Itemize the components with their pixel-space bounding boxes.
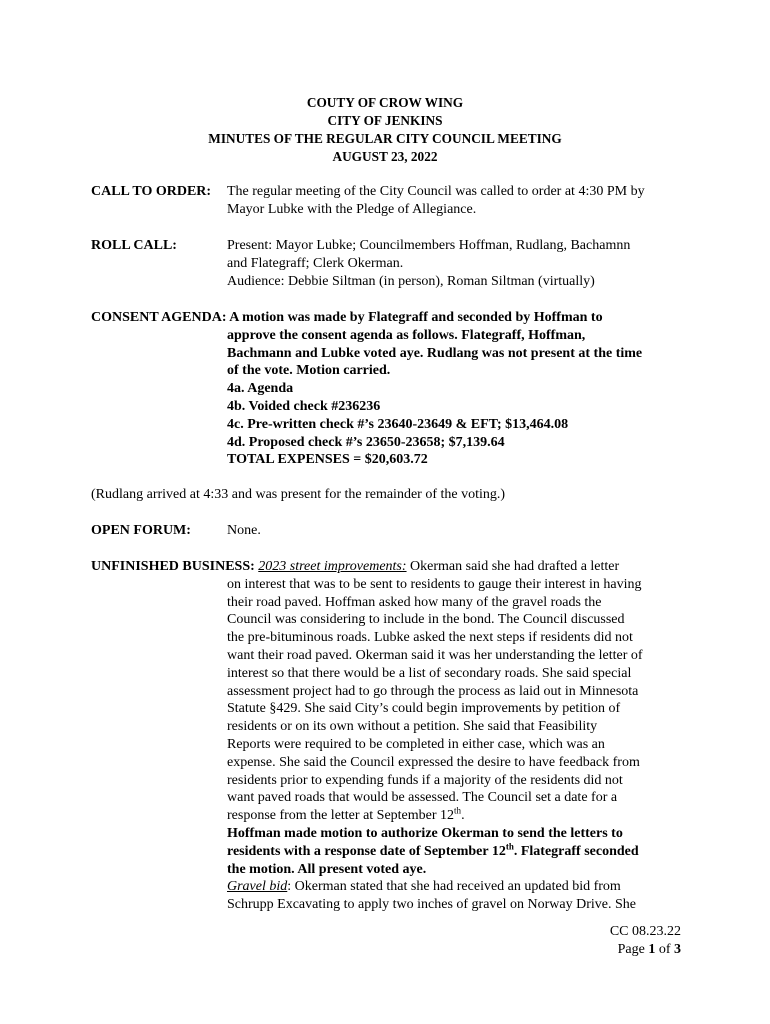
response-date-text: response from the letter at September 12	[227, 808, 455, 824]
of-word: of	[655, 942, 674, 957]
unfinished-business-line: Reports were required to be completed in either case, which was an	[227, 736, 605, 752]
unfinished-business-label: UNFINISHED BUSINESS:	[91, 559, 255, 574]
page-word: Page	[617, 942, 649, 957]
unfinished-business-line: residents prior to expending funds if a majority of the residents did not	[227, 772, 623, 788]
street-improvements-heading: 2023 street improvements:	[258, 559, 407, 574]
unfinished-business-line: want their road paved. Okerman said it was her understanding the letter of	[227, 647, 643, 663]
open-forum-text: None.	[227, 523, 261, 538]
call-to-order-line: Mayor Lubke with the Pledge of Allegiance.	[227, 201, 477, 217]
unfinished-business-line: expense. She said the Council expressed the desire to have feedback from	[227, 754, 640, 770]
rudlang-arrival-note: (Rudlang arrived at 4:33 and was present for the remainder of the voting.)	[91, 487, 506, 502]
document-header	[0, 94, 770, 166]
unfinished-business-line: the pre-bituminous roads. Lubke asked the next steps if residents did not	[227, 630, 633, 646]
open-forum-label: OPEN FORUM:	[91, 523, 191, 538]
document-code: CC 08.23.22	[609, 924, 681, 939]
consent-agenda-item: 4a. Agenda	[227, 381, 294, 397]
motion-response-date: residents with a response date of September 12	[227, 843, 506, 859]
city-name: CITY OF JENKINS	[327, 113, 443, 128]
gravel-bid-heading: Gravel bid	[227, 879, 288, 895]
unfinished-business-first-line: Okerman said she had drafted a letter	[406, 559, 620, 574]
consent-agenda-first-line: A motion was made by Flategraff and seconded by Hoffman to	[229, 310, 603, 325]
consent-agenda-line: Bachmann and Lubke voted aye. Rudlang was not present at the time	[227, 345, 643, 361]
consent-agenda-item: 4b. Voided check #236236	[227, 398, 381, 414]
total-pages: 3	[674, 942, 681, 957]
total-expenses: TOTAL EXPENSES = $20,603.72	[227, 452, 428, 468]
roll-call-label: ROLL CALL:	[91, 238, 177, 253]
motion-line: Hoffman made motion to authorize Okerman to send the letters to	[227, 825, 623, 841]
roll-call-line: Present: Mayor Lubke; Councilmembers Hoffman, Rudlang, Bachamnn	[227, 238, 631, 253]
ordinal-suffix: th	[505, 841, 514, 852]
unfinished-business-line: Statute §429. She said City’s could begin improvements by petition of	[227, 701, 621, 717]
call-to-order-line: The regular meeting of the City Council was called to order at 4:30 PM by	[227, 184, 645, 199]
unfinished-business-line: want paved roads that would be assessed. The Council set a date for a	[227, 790, 618, 806]
line-end: .	[461, 808, 465, 824]
roll-call-line: and Flategraff; Clerk Okerman.	[227, 255, 404, 271]
open-forum-section	[91, 522, 691, 540]
call-to-order-label: CALL TO ORDER:	[91, 184, 212, 199]
consent-agenda-section	[91, 309, 691, 469]
county-name: COUTY OF CROW WING	[306, 95, 464, 110]
gravel-bid-text: : Okerman stated that she had received an updated bid from	[287, 879, 621, 895]
consent-agenda-item: 4c. Pre-written check #’s 23640-23649 & EFT; $13,464.08	[227, 416, 569, 432]
motion-seconded: . Flategraff seconded	[513, 843, 639, 859]
unfinished-business-section	[91, 558, 691, 914]
document-title: MINUTES OF THE REGULAR CITY COUNCIL MEETING	[208, 131, 562, 146]
motion-line: the motion. All present voted aye.	[227, 861, 427, 877]
current-page: 1	[648, 942, 656, 957]
meeting-date: AUGUST 23, 2022	[332, 149, 438, 164]
ordinal-suffix: th	[454, 805, 462, 816]
consent-agenda-line: of the vote. Motion carried.	[227, 363, 391, 379]
page-footer	[610, 923, 681, 959]
gravel-bid-line: Schrupp Excavating to apply two inches of gravel on Norway Drive. She	[227, 897, 637, 913]
unfinished-business-line: Council was considering to include in the bond. The Council discussed	[227, 612, 625, 628]
call-to-order-section	[91, 183, 691, 219]
roll-call-section	[91, 237, 691, 290]
page-number	[610, 941, 681, 959]
unfinished-business-line	[227, 807, 691, 825]
gravel-bid-line	[227, 878, 691, 896]
unfinished-business-line: assessment project had to go through the process as laid out in Minnesota	[227, 683, 639, 699]
unfinished-business-line: residents or on its own without a petition. She said that Feasibility	[227, 719, 598, 735]
motion-line	[227, 843, 691, 861]
consent-agenda-item: 4d. Proposed check #’s 23650-23658; $7,139.64	[227, 434, 505, 450]
consent-agenda-line: approve the consent agenda as follows. Flategraff, Hoffman,	[227, 327, 586, 343]
unfinished-business-line: interest so that there would be a list of secondary roads. She said special	[227, 665, 632, 681]
unfinished-business-line: on interest that was to be sent to residents to gauge their interest in having	[227, 576, 642, 592]
roll-call-line: Audience: Debbie Siltman (in person), Roman Siltman (virtually)	[227, 273, 595, 289]
unfinished-business-line: their road paved. Hoffman asked how many of the gravel roads the	[227, 594, 602, 610]
consent-agenda-label: CONSENT AGENDA:	[91, 310, 227, 325]
